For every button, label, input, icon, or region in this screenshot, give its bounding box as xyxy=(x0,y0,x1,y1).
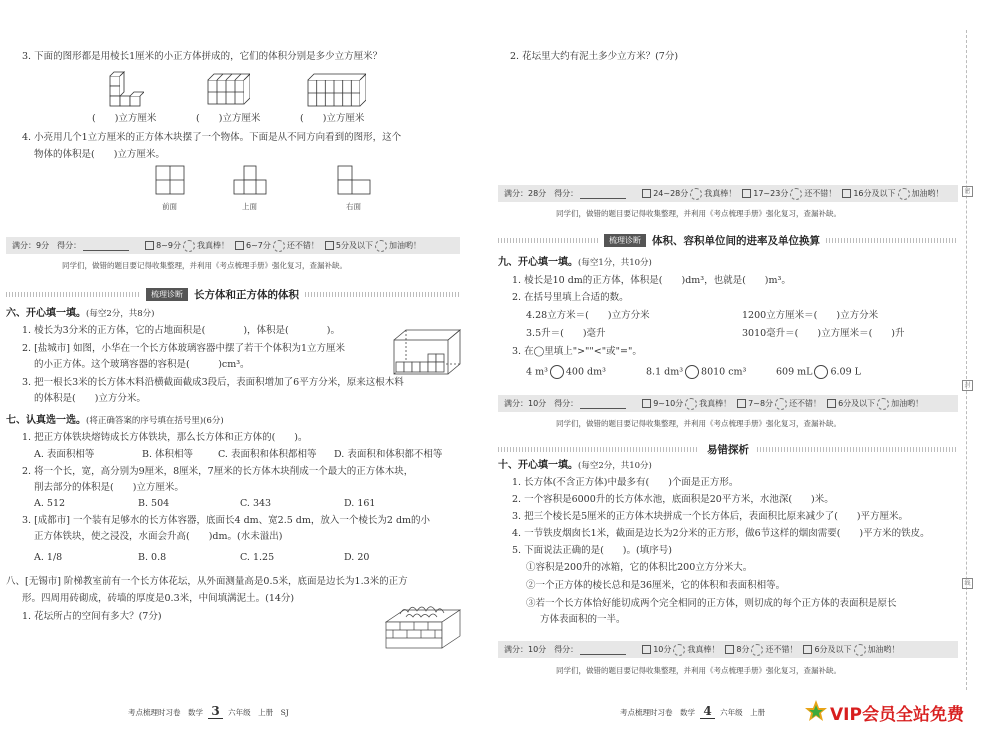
score-get-label: 得分： xyxy=(554,399,579,408)
smiley-icon xyxy=(877,398,889,410)
score-text-3: 加油哟！ xyxy=(388,241,421,250)
nine-3: 3. 在◯里填上">""<"或"="。 xyxy=(512,346,642,357)
score-range-1: 8~9分 xyxy=(156,241,181,250)
view-label-top: 上面 xyxy=(242,202,257,211)
nine-2-item-3: 3.5升＝( )毫升 xyxy=(526,328,606,339)
score-full: 满分：9分 xyxy=(12,241,50,250)
checkbox-icon[interactable] xyxy=(235,241,244,250)
view-label-right: 右面 xyxy=(346,202,361,211)
ten-2: 2. 一个容积是6000升的长方体水池，底面积是20平方米，水池深( )米。 xyxy=(512,494,834,505)
nine-2-item-4: 3010毫升＝( )立方厘米＝( )升 xyxy=(742,328,905,339)
smiley-icon xyxy=(775,398,787,410)
footer-grade: 六年级 上册 xyxy=(720,708,766,717)
score-text-1: 我真棒！ xyxy=(196,241,229,250)
page-number: 3 xyxy=(208,704,222,719)
seven-2b: 削去部分的体积是( )立方厘米。 xyxy=(34,482,184,493)
flower-bed-figure xyxy=(382,600,462,650)
ten-note: (每空2分，共10分) xyxy=(578,461,652,471)
checkbox-icon[interactable] xyxy=(737,399,746,408)
compare-right: 6.09 L xyxy=(830,366,861,378)
front-view-figure xyxy=(154,164,188,196)
section-tag: 梳理诊断 xyxy=(604,234,646,247)
seven-1-opt-d: D. 表面积和体积都不相等 xyxy=(334,449,443,460)
cube-figure-3 xyxy=(306,70,366,108)
side-mark-3: 线 xyxy=(962,578,973,589)
note-2: 同学们，做错的题目要记得收集整理，并利用《考点梳理手册》强化复习，查漏补缺。 xyxy=(556,209,841,218)
smiley-icon xyxy=(273,240,285,252)
score-range-1: 9~10分 xyxy=(653,399,684,408)
note-4: 同学们，做错的题目要记得收集整理，并利用《考点梳理手册》强化复习，查漏补缺。 xyxy=(556,666,841,675)
seven-1-opt-a: A. 表面积相等 xyxy=(34,449,95,460)
six-3b: 的体积是( )立方分米。 xyxy=(34,393,146,404)
seven-note: (将正确答案的序号填在括号里)(6分) xyxy=(86,416,224,426)
eight-2: 2. 花坛里大约有泥土多少立方米？(7分) xyxy=(510,51,679,62)
smiley-icon xyxy=(898,188,910,200)
score-range-3: 16分及以下 xyxy=(853,189,896,198)
eight-1: 1. 花坛所占的空间有多大？(7分) xyxy=(22,611,162,622)
score-text-2: 还不错！ xyxy=(804,189,837,198)
checkbox-icon[interactable] xyxy=(642,645,651,654)
vip-banner[interactable]: VIP会员全站免费 xyxy=(830,705,964,725)
page-number: 4 xyxy=(700,704,714,719)
q3-blank-3: ( )立方厘米 xyxy=(300,113,365,124)
note-1: 同学们，做错的题目要记得收集整理，并利用《考点梳理手册》强化复习，查漏补缺。 xyxy=(62,261,347,270)
star-icon xyxy=(804,699,828,723)
top-view-figure xyxy=(232,164,268,196)
ten-title: 十、开心填一填。 xyxy=(498,460,578,471)
score-bar-1 xyxy=(6,237,460,254)
smiley-icon xyxy=(673,644,685,656)
section-title: 体积、容积单位间的进率及单位换算 xyxy=(652,234,820,247)
checkbox-icon[interactable] xyxy=(642,189,651,198)
score-blank[interactable] xyxy=(83,241,129,251)
seven-3b: 正方体铁块，使之浸没，水面会升高( )dm。(水未溢出) xyxy=(34,531,283,542)
seven-3a: 3. [成都市] 一个装有足够水的长方体容器，底面长4 dm、宽2.5 dm，放入一个棱长为2 dm的小 xyxy=(22,515,431,526)
ten-5-item-2: ②一个正方体的棱长总和是36厘米，它的体积和表面积相等。 xyxy=(526,580,786,591)
dotted-rule xyxy=(498,238,598,243)
dotted-rule xyxy=(757,447,958,452)
checkbox-icon[interactable] xyxy=(725,645,734,654)
seven-2a: 2. 将一个长，宽，高分别为9厘米，8厘米，7厘米的长方体木块削成一个最大的正方体木块， xyxy=(22,466,414,477)
dotted-rule xyxy=(6,292,140,297)
score-range-2: 8分 xyxy=(736,645,750,654)
seven-heading xyxy=(6,414,224,428)
seven-3-opt-c: C. 1.25 xyxy=(240,552,275,563)
score-get-label: 得分： xyxy=(57,241,82,250)
ten-4: 4. 一节铁皮烟囱长1米，截面是边长为2分米的正方形，做6节这样的烟囱需要( )平方米的铁皮。 xyxy=(512,528,930,539)
nine-1: 1. 棱长是10 dm的正方体，体积是( )dm³，也就是( )m³。 xyxy=(512,275,791,286)
seven-2-opt-b: B. 504 xyxy=(138,498,170,509)
footer-right xyxy=(620,704,765,719)
q3-text: 3. 下面的图形都是用棱长1厘米的小正方体拼成的，它们的体积分别是多少立方厘米？ xyxy=(22,51,383,62)
smiley-icon xyxy=(375,240,387,252)
cube-figure-2 xyxy=(206,72,250,106)
nine-2-item-1: 4.28立方米＝( )立方分米 xyxy=(526,310,650,321)
dotted-rule xyxy=(305,292,460,297)
smiley-icon xyxy=(854,644,866,656)
ten-heading xyxy=(498,459,652,473)
q4-line2: 物体的体积是( )立方厘米。 xyxy=(34,149,165,160)
q4-line1: 4. 小亮用几个1立方厘米的正方体木块摆了一个物体。下面是从不同方向看到的图形，这个 xyxy=(22,132,402,143)
seven-1-opt-c: C. 表面积和体积都相等 xyxy=(218,449,317,460)
ten-1: 1. 长方体(不含正方体)中最多有( )个面是正方形。 xyxy=(512,477,739,488)
score-range-2: 17~23分 xyxy=(753,189,789,198)
q3-blank-2: ( )立方厘米 xyxy=(196,113,261,124)
nine-note: (每空1分，共10分) xyxy=(578,258,652,268)
seven-2-opt-c: C. 343 xyxy=(240,498,272,509)
score-text-1: 我真棒！ xyxy=(704,189,737,198)
ten-5: 5. 下面说法正确的是( )。(填序号) xyxy=(512,545,672,556)
compare-circle[interactable] xyxy=(550,365,564,379)
compare-right: 8010 cm³ xyxy=(701,366,747,378)
score-blank[interactable] xyxy=(580,399,626,409)
compare-circle[interactable] xyxy=(814,365,828,379)
checkbox-icon[interactable] xyxy=(842,189,851,198)
nine-2-item-2: 1200立方厘米＝( )立方分米 xyxy=(742,310,879,321)
score-range-2: 6~7分 xyxy=(245,241,271,250)
compare-left: 8.1 dm³ xyxy=(646,366,684,378)
score-range-1: 24~28分 xyxy=(653,189,689,198)
six-title: 六、开心填一填。 xyxy=(6,308,86,319)
score-blank[interactable] xyxy=(580,189,626,199)
footer-book: 考点梳理时习卷 数学 xyxy=(128,708,203,717)
smiley-icon xyxy=(685,398,697,410)
score-bar-4 xyxy=(498,641,958,658)
smiley-icon xyxy=(751,644,763,656)
score-range-3: 6分及以下 xyxy=(838,399,876,408)
footer-grade: 六年级 上册 SJ xyxy=(228,708,289,717)
compare-circle[interactable] xyxy=(685,365,699,379)
score-text-3: 加油哟！ xyxy=(867,645,900,654)
seven-1-opt-b: B. 体积相等 xyxy=(142,449,194,460)
ten-5-item-3-cont: 方体表面积的一半。 xyxy=(540,614,626,625)
score-range-2: 7~8分 xyxy=(748,399,774,408)
footer-left xyxy=(128,704,289,719)
six-2a: 2. [盐城市] 如图，小华在一个长方体玻璃容器中摆了若干个体积为1立方厘米 xyxy=(22,343,346,354)
score-range-3: 5分及以下 xyxy=(335,241,373,250)
six-2b: 的小正方体。这个玻璃容器的容积是( )cm³。 xyxy=(34,359,250,370)
six-note: (每空2分，共8分) xyxy=(86,309,155,319)
eight-b: 形。四周用砖砌成，砖墙的厚度是0.3米，中间填满泥土。(14分) xyxy=(22,593,295,604)
ten-5-item-3: ③若一个长方体恰好能切成两个完全相同的正方体，则切成的每个正方体的表面积是原长 xyxy=(526,598,897,609)
nine-2: 2. 在括号里填上合适的数。 xyxy=(512,292,629,303)
section-head-3 xyxy=(498,441,958,457)
right-view-figure xyxy=(336,164,372,196)
score-text-2: 还不错！ xyxy=(286,241,319,250)
score-range-3: 6分及以下 xyxy=(814,645,852,654)
smiley-icon xyxy=(183,240,195,252)
footer-book: 考点梳理时习卷 数学 xyxy=(620,708,695,717)
dotted-rule xyxy=(826,238,958,243)
nine-3-compare-3 xyxy=(776,365,861,380)
compare-right: 400 dm³ xyxy=(565,366,606,378)
checkbox-icon[interactable] xyxy=(803,645,812,654)
cube-figure-1 xyxy=(108,70,144,108)
nine-heading xyxy=(498,256,652,270)
checkbox-icon[interactable] xyxy=(145,241,154,250)
binding-line xyxy=(966,30,967,690)
six-1: 1. 棱长为3分米的正方体，它的占地面积是( )，体积是( )。 xyxy=(22,325,340,336)
score-bar-3 xyxy=(498,395,958,412)
smiley-icon xyxy=(790,188,802,200)
seven-1: 1. 把正方体铁块熔铸成长方体铁块，那么长方体和正方体的( )。 xyxy=(22,432,308,443)
nine-3-compare-2 xyxy=(646,365,746,380)
score-range-1: 10分 xyxy=(653,645,672,654)
ten-3: 3. 把三个棱长是5厘米的正方体木块拼成一个长方体后，表面积比原来减少了( )平方厘米。 xyxy=(512,511,909,522)
compare-left: 609 mL xyxy=(776,366,813,378)
six-3a: 3. 把一根长3米的长方体木料沿横截面截成3段后，表面积增加了6平方分米，原来这根木料 xyxy=(22,377,404,388)
seven-3-opt-b: B. 0.8 xyxy=(138,552,167,563)
score-text-3: 加油哟！ xyxy=(911,189,944,198)
score-text-1: 我真棒！ xyxy=(687,645,720,654)
score-text-2: 还不错！ xyxy=(765,645,798,654)
checkbox-icon[interactable] xyxy=(642,399,651,408)
dotted-rule xyxy=(498,447,699,452)
smiley-icon xyxy=(690,188,702,200)
score-get-label: 得分： xyxy=(554,189,579,198)
seven-2-opt-a: A. 512 xyxy=(34,498,66,509)
seven-3-opt-a: A. 1/8 xyxy=(34,552,63,563)
score-full: 满分：10分 xyxy=(504,645,547,654)
section-head-1 xyxy=(6,286,460,302)
note-3: 同学们，做错的题目要记得收集整理，并利用《考点梳理手册》强化复习，查漏补缺。 xyxy=(556,419,841,428)
ten-5-item-1: ①容积是200升的冰箱，它的体积比200立方分米大。 xyxy=(526,562,753,573)
side-mark-2: 封 xyxy=(962,380,973,391)
q3-blank-1: ( )立方厘米 xyxy=(92,113,157,124)
glass-container-figure xyxy=(390,326,462,378)
score-blank[interactable] xyxy=(580,645,626,655)
score-get-label: 得分： xyxy=(554,645,579,654)
side-mark-1: 密 xyxy=(962,186,973,197)
score-bar-2 xyxy=(498,185,958,202)
nine-title: 九、开心填一填。 xyxy=(498,257,578,268)
checkbox-icon[interactable] xyxy=(742,189,751,198)
section-tag: 梳理诊断 xyxy=(146,288,188,301)
view-label-front: 前面 xyxy=(162,202,177,211)
section-title: 长方体和正方体的体积 xyxy=(194,288,299,301)
score-full: 满分：10分 xyxy=(504,399,547,408)
score-text-1: 我真棒！ xyxy=(699,399,732,408)
score-text-2: 还不错！ xyxy=(789,399,822,408)
seven-title: 七、认真选一选。 xyxy=(6,415,86,426)
nine-3-compare-1 xyxy=(526,365,606,380)
checkbox-icon[interactable] xyxy=(325,241,334,250)
checkbox-icon[interactable] xyxy=(827,399,836,408)
score-full: 满分：28分 xyxy=(504,189,547,198)
eight-a: 八、[无锡市] 阶梯教室前有一个长方体花坛，从外面测量高是0.5米，底面是边长为1.3米的正方 xyxy=(6,576,408,587)
compare-left: 4 m³ xyxy=(526,366,548,378)
score-text-3: 加油哟！ xyxy=(891,399,924,408)
section-head-2 xyxy=(498,232,958,248)
seven-3-opt-d: D. 20 xyxy=(344,552,370,563)
section-title: 易错探析 xyxy=(707,443,749,456)
six-heading xyxy=(6,307,154,321)
seven-2-opt-d: D. 161 xyxy=(344,498,376,509)
